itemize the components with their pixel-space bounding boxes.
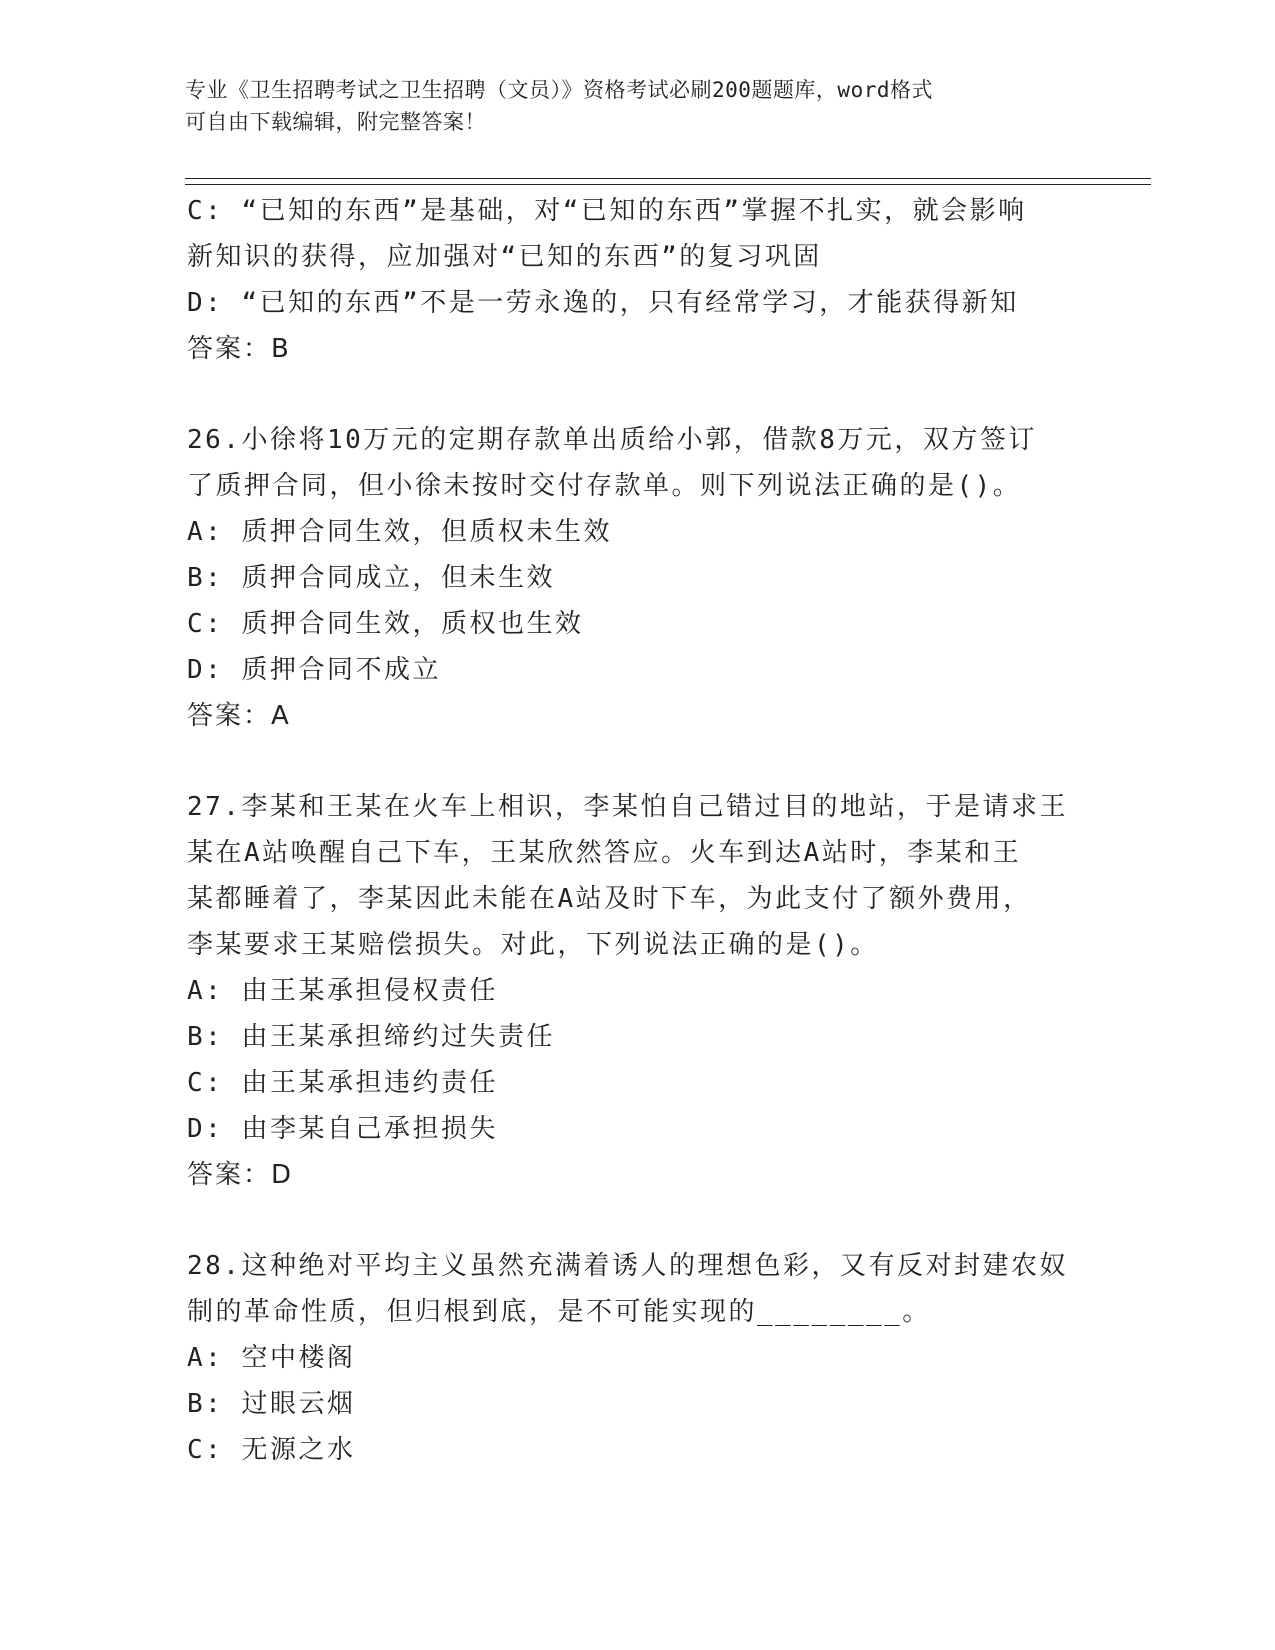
option-b: B: 质押合同成立，但未生效 <box>187 563 555 593</box>
question-block-27 <box>187 784 1087 1198</box>
question-stem-line-4: 李某要求王某赔偿损失。对此，下列说法正确的是()。 <box>187 930 879 960</box>
question-stem-line-1: 26.小徐将10万元的定期存款单出质给小郭，借款8万元，双方签订 <box>187 425 1037 455</box>
option-c: C: 由王某承担违约责任 <box>187 1068 498 1098</box>
option-a: A: 空中楼阁 <box>187 1343 356 1373</box>
answer-label: 答案：A <box>187 701 291 731</box>
answer-label: 答案：D <box>187 1160 294 1190</box>
question-stem-line-3: 某都睡着了，李某因此未能在A站及时下车，为此支付了额外费用， <box>187 884 1032 914</box>
answer-label: 答案：B <box>187 334 291 364</box>
option-c-line-1: C: “已知的东西”是基础，对“已知的东西”掌握不扎实，就会影响 <box>187 196 1027 226</box>
header-line-1: 专业《卫生招聘考试之卫生招聘（文员）》资格考试必刷200题题库，word格式 <box>185 78 933 102</box>
question-stem-line-1: 28.这种绝对平均主义虽然充满着诱人的理想色彩，又有反对封建农奴 <box>187 1251 1068 1281</box>
question-stem-line-1: 27.李某和王某在火车上相识，李某怕自己错过目的地站，于是请求王 <box>187 792 1068 822</box>
spacer <box>187 739 1087 784</box>
option-b: B: 过眼云烟 <box>187 1389 356 1419</box>
question-block-26 <box>187 417 1087 739</box>
header-line-2: 可自由下载编辑，附完整答案！ <box>185 110 486 134</box>
question-block-28 <box>187 1243 1087 1473</box>
question-stem-line-2: 制的革命性质，但归根到底，是不可能实现的________。 <box>187 1297 931 1327</box>
spacer <box>187 372 1087 417</box>
option-d: D: “已知的东西”不是一劳永逸的，只有经常学习，才能获得新知 <box>187 288 1019 318</box>
option-d: D: 质押合同不成立 <box>187 655 441 685</box>
option-a: A: 质押合同生效，但质权未生效 <box>187 517 612 547</box>
question-block-prev <box>187 188 1087 372</box>
question-stem-line-2: 某在A站唤醒自己下车，王某欣然答应。火车到达A站时，李某和王 <box>187 838 1022 868</box>
question-stem-line-2: 了质押合同，但小徐未按时交付存款单。则下列说法正确的是()。 <box>187 471 1022 501</box>
option-c-line-2: 新知识的获得，应加强对“已知的东西”的复习巩固 <box>187 242 822 272</box>
spacer <box>187 1198 1087 1243</box>
option-c: C: 质押合同生效，质权也生效 <box>187 609 584 639</box>
option-a: A: 由王某承担侵权责任 <box>187 976 498 1006</box>
option-c: C: 无源之水 <box>187 1435 356 1465</box>
header-rule-bottom <box>185 184 1151 185</box>
option-d: D: 由李某自己承担损失 <box>187 1114 498 1144</box>
option-b: B: 由王某承担缔约过失责任 <box>187 1022 555 1052</box>
document-body <box>187 188 1087 1473</box>
document-header <box>185 74 1085 138</box>
header-rule-top <box>185 178 1151 179</box>
